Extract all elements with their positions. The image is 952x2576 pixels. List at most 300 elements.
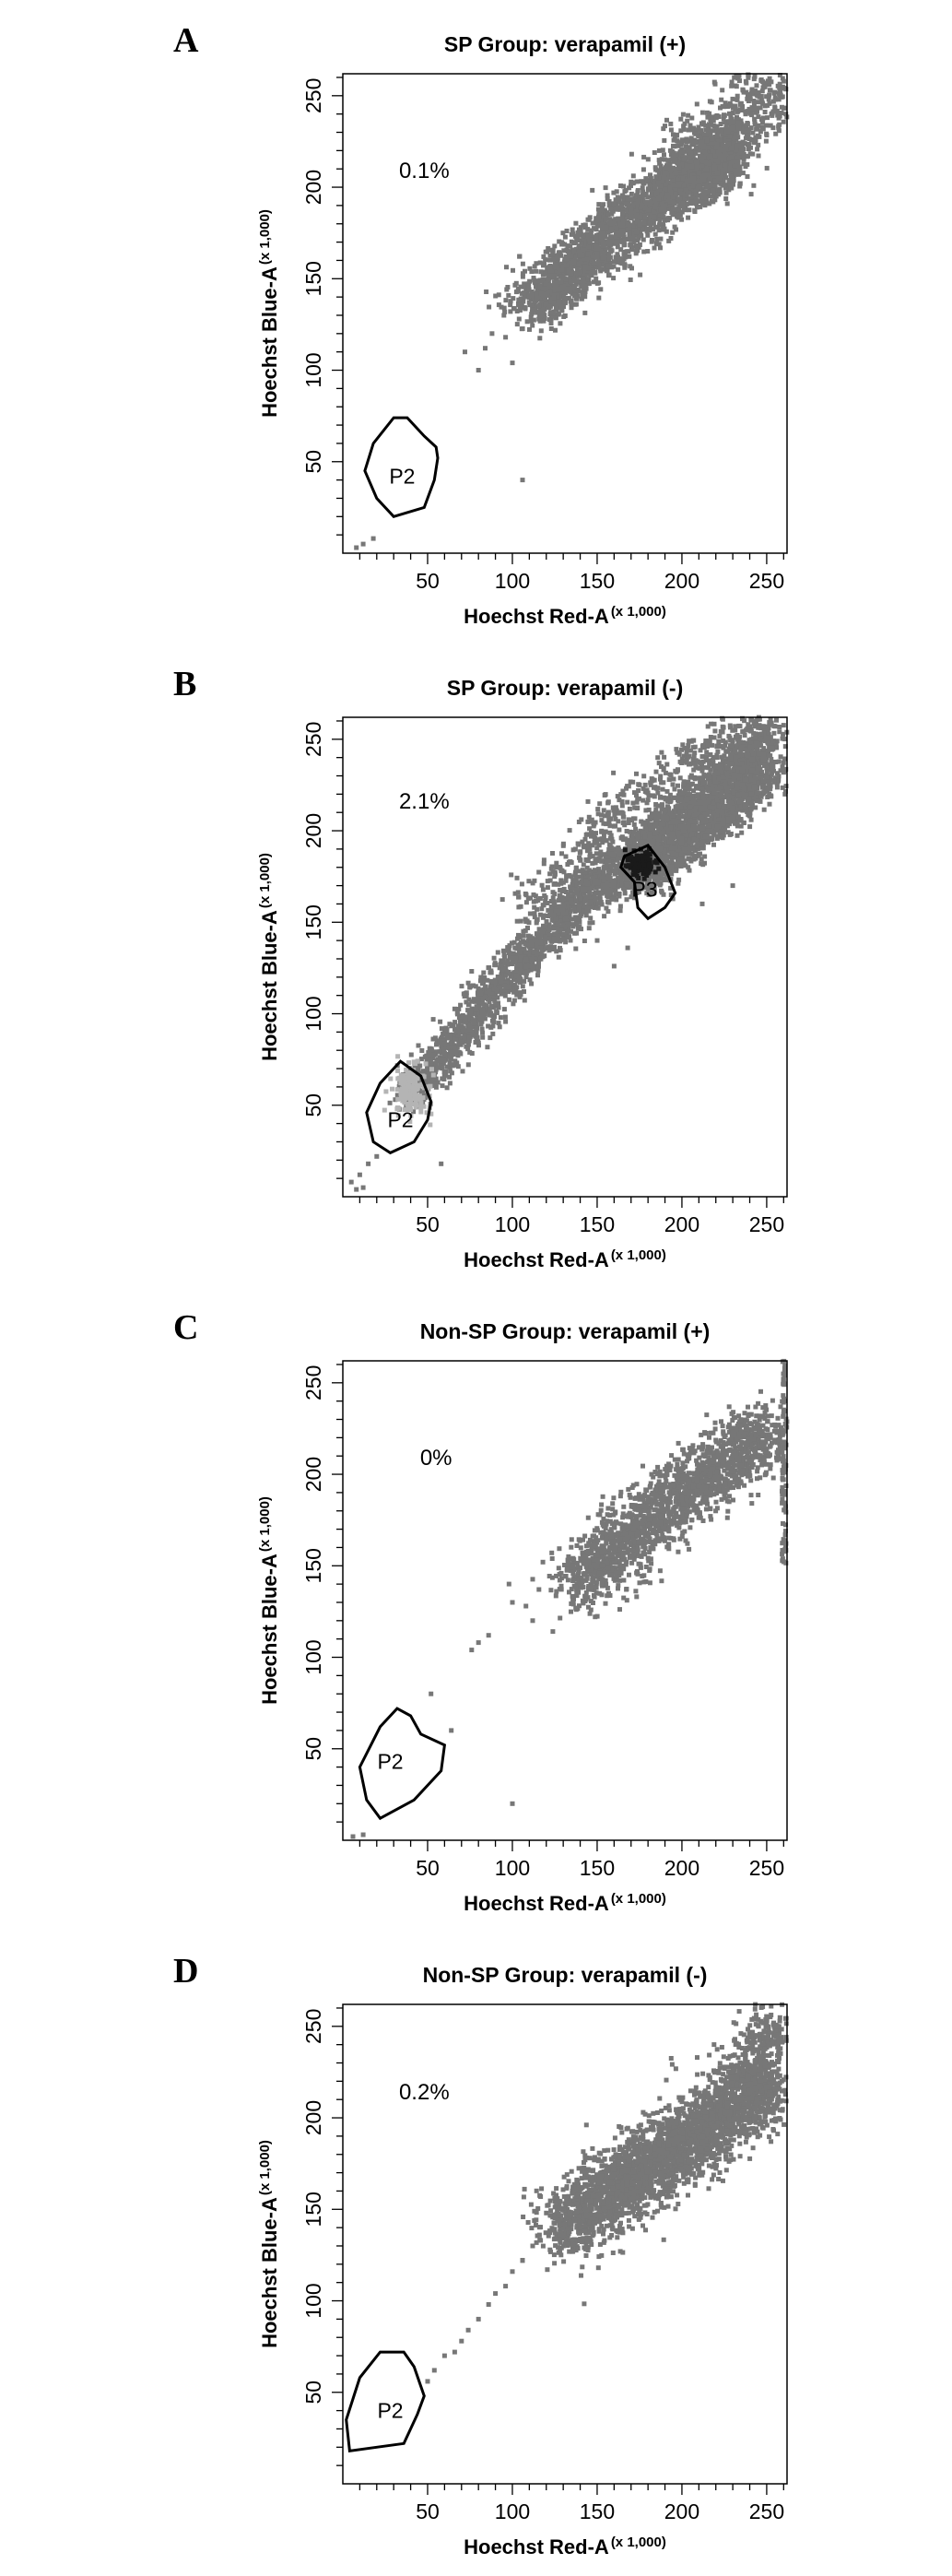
data-point [564, 256, 569, 261]
data-point [706, 131, 711, 136]
data-point [760, 125, 765, 130]
data-point [728, 112, 733, 117]
data-point [691, 184, 696, 189]
data-point [699, 163, 704, 168]
data-point [538, 269, 543, 274]
data-point [528, 977, 533, 982]
data-point [529, 319, 534, 324]
data-point [746, 92, 750, 97]
data-point [548, 304, 553, 309]
data-point [670, 230, 675, 235]
data-point [469, 969, 474, 974]
data-point [670, 207, 675, 211]
data-point [641, 155, 646, 160]
data-point [503, 1020, 508, 1024]
data-point [499, 1015, 503, 1020]
data-point [697, 184, 701, 189]
x-tick-label: 150 [579, 569, 616, 593]
data-point [737, 78, 742, 83]
data-point [521, 262, 525, 266]
data-point [688, 124, 693, 128]
data-point [749, 112, 754, 117]
data-point [706, 156, 711, 160]
data-point [765, 103, 770, 108]
data-points [349, 715, 790, 1192]
data-point [740, 88, 745, 92]
data-point [647, 221, 652, 226]
data-point [548, 310, 553, 314]
data-point [708, 162, 712, 167]
x-tick-label: 50 [416, 569, 440, 593]
data-point [702, 178, 707, 183]
data-point [564, 277, 569, 281]
data-point [602, 914, 606, 918]
data-point [662, 138, 666, 143]
data-point [766, 78, 770, 83]
data-point [641, 185, 645, 190]
data-point [616, 217, 620, 221]
data-point [664, 118, 669, 123]
data-point [673, 167, 677, 171]
data-point [723, 147, 728, 151]
data-point [512, 940, 517, 945]
data-point [495, 1010, 500, 1015]
data-point [654, 192, 659, 196]
data-point [676, 198, 681, 203]
data-point [564, 264, 569, 268]
data-point [731, 97, 735, 101]
data-point [777, 91, 782, 96]
data-point [511, 360, 515, 365]
data-point [503, 335, 508, 339]
data-point [679, 192, 684, 196]
data-point [583, 284, 588, 289]
data-point [715, 171, 720, 175]
data-point [740, 147, 745, 151]
data-point [737, 171, 742, 176]
data-point [652, 205, 657, 209]
data-point [552, 243, 557, 248]
data-point [571, 261, 576, 266]
data-point [677, 206, 682, 210]
data-point [699, 139, 703, 144]
data-point [573, 221, 578, 226]
data-point [687, 128, 691, 133]
data-point [466, 1062, 471, 1067]
data-point [608, 207, 613, 211]
data-point [746, 174, 750, 179]
data-point [623, 254, 628, 259]
data-point [519, 285, 523, 290]
x-tick-label: 250 [748, 569, 785, 593]
data-point [693, 200, 698, 205]
gate-label: P2 [389, 464, 416, 489]
data-point [503, 1015, 508, 1020]
data-point [755, 83, 759, 88]
data-point [461, 1069, 465, 1073]
data-point [596, 280, 601, 285]
data-point [722, 112, 726, 117]
data-point [644, 227, 649, 231]
data-point [431, 1037, 436, 1042]
data-point [646, 208, 651, 213]
data-point [629, 247, 634, 252]
data-point [521, 271, 525, 276]
data-point [648, 183, 652, 187]
data-point [735, 135, 740, 139]
data-point [546, 946, 550, 951]
data-point [678, 117, 683, 122]
data-point [693, 209, 698, 214]
data-point [698, 205, 702, 209]
data-point [749, 89, 754, 94]
data-point [638, 242, 642, 247]
data-point [569, 290, 573, 294]
data-point [774, 745, 779, 750]
data-point [652, 199, 656, 204]
data-point [679, 143, 684, 148]
data-point [489, 331, 494, 336]
data-point [508, 972, 512, 976]
data-point [756, 124, 760, 128]
data-point [417, 1044, 421, 1048]
data-point [728, 103, 733, 108]
y-tick-label: 50 [301, 449, 325, 474]
data-point [652, 185, 657, 190]
data-point [714, 146, 719, 150]
data-point [626, 201, 630, 206]
data-point [646, 157, 651, 161]
data-point [537, 336, 542, 340]
data-point [731, 125, 735, 130]
data-point [571, 249, 576, 254]
data-point [551, 275, 556, 279]
data-point [618, 183, 623, 188]
data-point [530, 324, 535, 328]
data-point [612, 265, 617, 269]
data-point [716, 160, 721, 165]
data-point [635, 180, 640, 184]
data-point [548, 248, 553, 253]
data-point [587, 245, 592, 250]
data-point [484, 290, 488, 294]
data-point [650, 238, 654, 242]
data-point [673, 158, 677, 162]
data-point [527, 327, 532, 332]
data-point [735, 143, 740, 148]
data-point [458, 1020, 463, 1024]
data-point [752, 77, 757, 81]
data-point [616, 267, 620, 272]
y-axis-label-suffix: (x 1,000) [257, 209, 273, 266]
data-point [668, 148, 673, 153]
data-point [749, 192, 754, 196]
data-point [463, 349, 467, 354]
data-point [588, 215, 593, 219]
data-point [552, 295, 557, 300]
panel-b [0, 644, 952, 1287]
data-point [581, 277, 585, 281]
data-point [498, 1024, 502, 1029]
data-point [587, 926, 592, 930]
data-point [638, 223, 642, 228]
data-point [653, 174, 658, 179]
data-point [589, 229, 594, 233]
data-point [644, 192, 649, 196]
data-point [576, 908, 581, 913]
data-point [371, 537, 376, 541]
data-point [643, 808, 648, 812]
data-point [780, 105, 784, 110]
data-point [748, 97, 753, 101]
data-point [595, 251, 600, 255]
data-point [462, 992, 466, 997]
data-point [679, 218, 684, 222]
data-point [594, 254, 599, 259]
data-point [598, 266, 603, 271]
data-point [361, 542, 366, 547]
data-point [627, 232, 631, 237]
data-point [569, 271, 573, 276]
data-point [619, 204, 624, 208]
data-point [757, 90, 761, 95]
data-point [596, 296, 601, 301]
data-point [511, 268, 515, 273]
data-point [503, 298, 508, 302]
data-point [738, 102, 743, 107]
data-point [618, 240, 623, 244]
data-point [706, 145, 711, 149]
data-point [746, 142, 751, 147]
data-point [687, 207, 691, 212]
data-point [694, 145, 699, 149]
data-point [654, 242, 659, 246]
data-point [620, 228, 625, 232]
data-point [509, 299, 513, 303]
data-point [693, 192, 698, 196]
data-point [582, 939, 587, 943]
data-point [543, 257, 547, 262]
data-point [541, 278, 546, 282]
data-point [609, 212, 614, 217]
data-point [569, 301, 573, 306]
data-point [609, 226, 614, 230]
data-point [588, 916, 593, 920]
data-point [712, 80, 717, 85]
data-point [714, 115, 719, 120]
data-point [629, 183, 633, 188]
data-point [628, 227, 632, 231]
data-point [748, 151, 753, 156]
data-point [763, 110, 768, 114]
data-point [727, 157, 732, 161]
data-point [516, 302, 521, 307]
data-point [465, 1046, 470, 1051]
data-point [480, 1035, 485, 1040]
data-point [719, 98, 723, 102]
data-point [661, 126, 665, 131]
data-point [606, 273, 611, 278]
data-point [663, 227, 667, 231]
data-point [760, 120, 765, 124]
data-point [581, 223, 585, 228]
data-point [680, 137, 685, 142]
data-point [570, 240, 574, 244]
data-point [780, 111, 784, 115]
data-point [569, 279, 573, 284]
data-point [761, 116, 766, 121]
data-point [520, 326, 524, 331]
data-point [438, 1020, 442, 1024]
data-point [693, 140, 698, 145]
data-point [533, 264, 537, 268]
data-point [557, 311, 561, 315]
data-point [760, 79, 765, 84]
data-point [596, 262, 601, 266]
data-point [736, 125, 741, 130]
data-point [727, 141, 732, 146]
data-point [693, 132, 698, 136]
data-point [677, 166, 682, 171]
data-point [590, 188, 594, 193]
y-axis-label [257, 209, 281, 418]
data-point [653, 165, 658, 170]
data-point [532, 278, 536, 283]
data-point [777, 116, 782, 121]
data-point [770, 113, 774, 118]
data-point [756, 114, 760, 119]
data-point [722, 183, 726, 188]
data-point [745, 121, 749, 125]
data-point [782, 120, 786, 124]
data-point [723, 162, 727, 167]
data-point [757, 135, 761, 139]
data-point [483, 346, 488, 350]
data-point [519, 297, 523, 301]
data-point [701, 193, 706, 197]
data-point [759, 98, 764, 102]
data-point [558, 288, 563, 292]
data-point [669, 190, 674, 195]
data-point [541, 263, 546, 267]
data-point [593, 269, 597, 274]
data-point [723, 196, 728, 201]
data-point [512, 946, 517, 951]
data-point [517, 317, 522, 322]
data-point [445, 1085, 450, 1090]
x-axis-label-suffix: (x 1,000) [610, 604, 666, 620]
data-point [724, 191, 729, 195]
x-tick-label: 200 [664, 569, 700, 593]
x-axis-label-main: Hoechst Red-A [464, 605, 609, 628]
data-point [720, 88, 724, 92]
data-point [598, 237, 603, 242]
data-point [746, 134, 750, 138]
data-point [512, 998, 517, 1003]
data-point [537, 303, 542, 308]
data-point [617, 199, 621, 204]
data-point [745, 162, 749, 167]
data-point [559, 268, 564, 273]
data-point [741, 140, 746, 145]
data-point [657, 158, 662, 162]
data-point [682, 207, 687, 211]
data-point [657, 196, 662, 201]
data-point [733, 104, 737, 109]
data-point [600, 251, 605, 255]
data-point [672, 200, 676, 205]
data-point [663, 171, 667, 175]
data-point [777, 97, 782, 101]
data-point [490, 1023, 495, 1028]
data-point [681, 112, 686, 117]
data-point [555, 262, 559, 266]
data-point [554, 306, 558, 311]
data-point [721, 104, 725, 109]
data-point [652, 246, 657, 251]
data-point [557, 955, 561, 960]
data-point [707, 112, 711, 116]
data-point [752, 117, 757, 122]
data-point [569, 254, 573, 259]
data-point [782, 723, 786, 727]
x-tick-label: 100 [494, 569, 531, 593]
data-point [720, 142, 724, 147]
data-point [496, 951, 500, 955]
data-point [697, 124, 701, 129]
data-point [778, 82, 782, 87]
data-point [615, 227, 619, 231]
data-point [694, 159, 699, 163]
data-point [700, 111, 705, 115]
data-point [554, 315, 558, 320]
data-point [555, 281, 559, 286]
data-point [686, 113, 690, 118]
data-point [639, 215, 643, 219]
data-point [604, 906, 608, 911]
data-point [708, 177, 712, 182]
data-point [756, 143, 760, 148]
data-point [476, 368, 481, 372]
data-point [431, 1017, 436, 1022]
data-point [354, 546, 358, 550]
data-point [707, 201, 711, 206]
data-point [666, 239, 671, 243]
data-point [572, 293, 577, 298]
data-point [515, 322, 520, 326]
data-point [652, 150, 657, 155]
data-point [535, 297, 539, 301]
data-point [683, 188, 688, 193]
data-point [658, 237, 663, 242]
data-point [737, 165, 742, 170]
data-point [757, 154, 761, 159]
data-point [664, 164, 669, 169]
data-point [614, 241, 618, 245]
data-point [605, 216, 609, 220]
data-point [693, 151, 698, 156]
data-points [354, 73, 789, 550]
data-point [523, 998, 527, 1003]
data-point [631, 236, 636, 241]
data-point [658, 245, 663, 250]
data-point [419, 1048, 424, 1053]
data-point [673, 225, 677, 230]
data-point [560, 230, 565, 235]
data-point [629, 278, 633, 282]
data-point [641, 250, 646, 254]
data-point [765, 133, 770, 137]
